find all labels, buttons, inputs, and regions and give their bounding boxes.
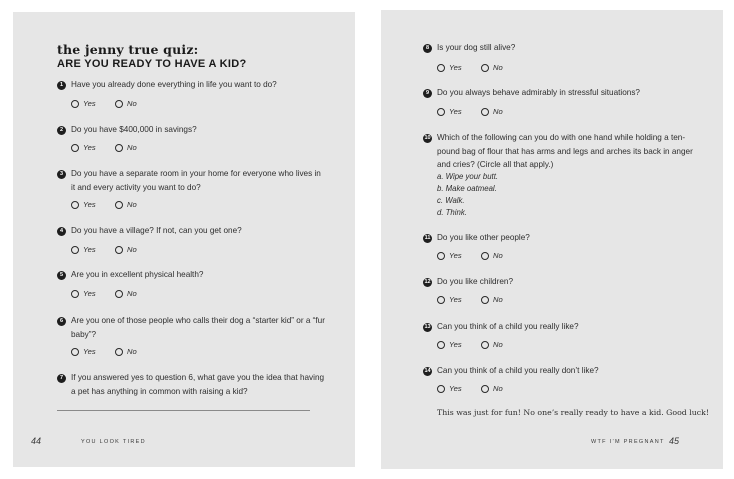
radio-circle-icon[interactable] (437, 296, 445, 304)
choice-item: d. Think. (437, 208, 467, 217)
question-text: Are you in excellent physical health? (71, 270, 204, 279)
option-no[interactable]: No (481, 295, 503, 304)
question-number-badge: 11 (424, 235, 431, 241)
question-text: Do you have a village? If not, can you get one? (71, 226, 242, 235)
running-head: WTF I’M PREGNANT (591, 439, 665, 445)
option-yes[interactable]: Yes (437, 63, 462, 72)
choice-item: b. Make oatmeal. (437, 184, 497, 193)
question-text: Which of the following can you do with one hand while holding a ten-pound bag of flour that has arms and legs and arches its back in anger and cries? (Circle all that apply.) (437, 133, 693, 169)
question-number-badge: 3 (57, 170, 66, 179)
radio-circle-icon[interactable] (115, 246, 123, 254)
page-number: 44 (31, 436, 42, 446)
radio-circle-icon[interactable] (481, 108, 489, 116)
radio-circle-icon[interactable] (115, 201, 123, 209)
radio-circle-icon[interactable] (481, 385, 489, 393)
option-no[interactable]: No (481, 340, 503, 349)
radio-circle-icon[interactable] (71, 201, 79, 209)
option-no[interactable]: No (481, 63, 503, 72)
option-no[interactable]: No (115, 289, 137, 298)
question-number-badge: 14 (424, 368, 431, 374)
question-text: Do you have $400,000 in savings? (71, 125, 197, 134)
option-no[interactable]: No (115, 99, 137, 108)
question-text: Can you think of a child you really don’t like? (437, 366, 599, 375)
question-number-badge: 9 (423, 89, 432, 98)
right-page (381, 10, 723, 469)
question-number-badge: 2 (57, 126, 66, 135)
quiz-subtitle: ARE YOU READY TO HAVE A KID? (57, 58, 247, 70)
radio-circle-icon[interactable] (437, 385, 445, 393)
question-text: Have you already done everything in life you want to do? (71, 80, 277, 89)
question-text: Do you have a separate room in your home for everyone who lives in it and every activity you want to do? (71, 169, 321, 192)
radio-circle-icon[interactable] (115, 348, 123, 356)
question-text: Do you always behave admirably in stressful situations? (437, 88, 640, 97)
radio-circle-icon[interactable] (437, 64, 445, 72)
option-yes[interactable]: Yes (71, 347, 96, 356)
question-text: Do you like children? (437, 277, 514, 286)
radio-circle-icon[interactable] (437, 341, 445, 349)
question-number-badge: 12 (424, 279, 431, 285)
option-yes[interactable]: Yes (71, 99, 96, 108)
option-yes[interactable]: Yes (71, 143, 96, 152)
question-text: Is your dog still alive? (437, 43, 516, 52)
radio-circle-icon[interactable] (481, 252, 489, 260)
option-no[interactable]: No (115, 143, 137, 152)
radio-circle-icon[interactable] (115, 290, 123, 298)
question-text: Can you think of a child you really like? (437, 322, 579, 331)
option-no[interactable]: No (115, 200, 137, 209)
radio-circle-icon[interactable] (481, 341, 489, 349)
option-yes[interactable]: Yes (437, 251, 462, 260)
radio-circle-icon[interactable] (481, 64, 489, 72)
option-no[interactable]: No (481, 384, 503, 393)
question-number-badge: 4 (57, 227, 66, 236)
question-number-badge: 13 (424, 324, 431, 330)
option-yes[interactable]: Yes (71, 289, 96, 298)
option-yes[interactable]: Yes (437, 340, 462, 349)
choice-item: c. Walk. (437, 196, 465, 205)
radio-circle-icon[interactable] (115, 144, 123, 152)
question-number-badge: 7 (57, 374, 66, 383)
question-text: Are you one of those people who calls their dog a “starter kid” or a “fur baby”? (71, 316, 325, 339)
choice-item: a. Wipe your butt. (437, 172, 499, 181)
quiz-title: the jenny true quiz: (57, 42, 199, 57)
radio-circle-icon[interactable] (71, 100, 79, 108)
option-yes[interactable]: Yes (437, 107, 462, 116)
question-text: If you answered yes to question 6, what gave you the idea that having a pet has anything in common with raising a kid? (71, 373, 325, 396)
question-number-badge: 1 (57, 81, 66, 90)
question-number-badge: 8 (423, 44, 432, 53)
radio-circle-icon[interactable] (115, 100, 123, 108)
question-text: Do you like other people? (437, 233, 530, 242)
option-no[interactable]: No (115, 245, 137, 254)
radio-circle-icon[interactable] (71, 144, 79, 152)
left-page (13, 12, 355, 467)
option-no[interactable]: No (115, 347, 137, 356)
radio-circle-icon[interactable] (71, 348, 79, 356)
radio-circle-icon[interactable] (71, 290, 79, 298)
question-number-badge: 5 (57, 271, 66, 280)
question-number-badge: 10 (424, 135, 431, 141)
question-number-badge: 6 (57, 317, 66, 326)
option-yes[interactable]: Yes (437, 295, 462, 304)
option-no[interactable]: No (481, 251, 503, 260)
option-yes[interactable]: Yes (71, 245, 96, 254)
option-yes[interactable]: Yes (71, 200, 96, 209)
radio-circle-icon[interactable] (71, 246, 79, 254)
radio-circle-icon[interactable] (437, 108, 445, 116)
page-number: 45 (669, 436, 680, 446)
option-no[interactable]: No (481, 107, 503, 116)
answer-line (57, 410, 310, 411)
running-head: YOU LOOK TIRED (81, 439, 146, 445)
radio-circle-icon[interactable] (481, 296, 489, 304)
option-yes[interactable]: Yes (437, 384, 462, 393)
closing-note: This was just for fun! No one’s really ready to have a kid. Good luck! (437, 408, 709, 417)
radio-circle-icon[interactable] (437, 252, 445, 260)
